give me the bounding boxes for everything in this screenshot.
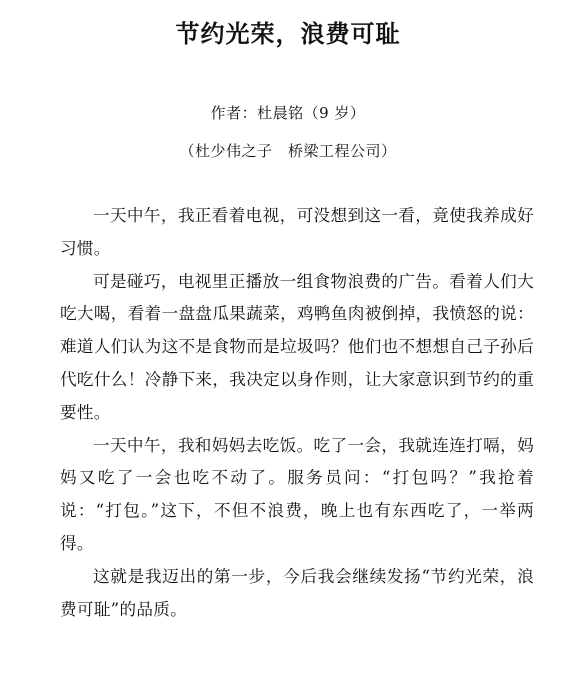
author-line: 作者：杜晨铭（9 岁） — [210, 104, 366, 122]
essay-body — [60, 200, 534, 626]
paragraph-1: 一天中午，我正看着电视，可没想到这一看，竟使我养成好习惯。 — [60, 206, 534, 258]
affiliation-line: （杜少伟之子 桥梁工程公司） — [179, 142, 397, 160]
paragraph-3: 一天中午，我和妈妈去吃饭。吃了一会，我就连连打嗝，妈妈又吃了一会也吃不动了。服务员问：“打包吗？”我抢着说：“打包。”这下，不但不浪费，晚上也有东西吃了，一举两得。 — [60, 435, 534, 553]
paragraph-4: 这就是我迈出的第一步，今后我会继续发扬“节约光荣，浪费可耻”的品质。 — [60, 566, 534, 619]
document-title: 节约光荣，浪费可耻 — [175, 20, 401, 48]
paragraph-2: 可是碰巧，电视里正播放一组食物浪费的广告。看着人们大吃大喝，看着一盘盘瓜果蔬菜，鸡鸭鱼肉被倒掉，我愤怒的说：难道人们认为这不是食物而是垃圾吗？他们也不想想自己子孙后代吃什么！冷静下来，我决定以身作则，让大家意识到节约的重要性。 — [60, 271, 534, 422]
